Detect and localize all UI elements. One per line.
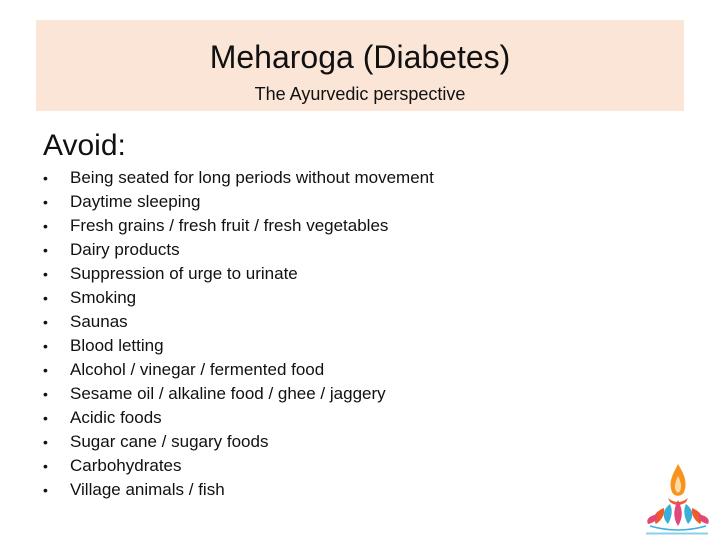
list-item-text: Fresh grains / fresh fruit / fresh vegetables <box>70 216 389 235</box>
list-item <box>43 262 434 286</box>
list-item-text: Saunas <box>70 312 128 331</box>
list-item-text: Being seated for long periods without movement <box>70 168 434 187</box>
list-item <box>43 358 434 382</box>
list-item-text: Acidic foods <box>70 408 162 427</box>
list-item <box>43 238 434 262</box>
list-item-text: Village animals / fish <box>70 480 225 499</box>
bullet-icon: • <box>43 338 48 354</box>
list-item-text: Smoking <box>70 288 137 307</box>
list-item <box>43 334 434 358</box>
list-item <box>43 286 434 310</box>
list-item <box>43 310 434 334</box>
bullet-icon: • <box>43 290 48 306</box>
bullet-icon: • <box>43 458 48 474</box>
list-item-text: Blood letting <box>70 336 164 355</box>
slide-title: Meharoga (Diabetes) <box>209 39 511 75</box>
slide-subtitle: The Ayurvedic perspective <box>254 84 466 104</box>
bullet-icon: • <box>43 314 48 330</box>
list-item <box>43 430 434 454</box>
lotus-flame-icon <box>640 462 716 538</box>
list-item-text: Alcohol / vinegar / fermented food <box>70 360 325 379</box>
bullet-icon: • <box>43 242 48 258</box>
bullet-icon: • <box>43 194 48 210</box>
list-item <box>43 454 434 478</box>
bullet-icon: • <box>43 434 48 450</box>
bullet-icon: • <box>43 362 48 378</box>
list-item <box>43 406 434 430</box>
bullet-icon: • <box>43 482 48 498</box>
list-item <box>43 190 434 214</box>
bullet-icon: • <box>43 386 48 402</box>
title-banner <box>36 20 684 111</box>
list-item <box>43 478 434 502</box>
bullet-icon: • <box>43 170 48 186</box>
logo-caption-mark <box>646 531 708 536</box>
list-item-text: Sesame oil / alkaline food / ghee / jaggery <box>70 384 386 403</box>
bullet-icon: • <box>43 218 48 234</box>
bullet-icon: • <box>43 266 48 282</box>
list-item-text: Suppression of urge to urinate <box>70 264 298 283</box>
list-item <box>43 382 434 406</box>
list-item-text: Carbohydrates <box>70 456 182 475</box>
section-heading: Avoid: <box>43 129 126 162</box>
list-item <box>43 214 434 238</box>
list-item-text: Dairy products <box>70 240 180 259</box>
list-item-text: Sugar cane / sugary foods <box>70 432 269 451</box>
list-item <box>43 166 434 190</box>
avoid-list <box>43 166 434 502</box>
list-item-text: Daytime sleeping <box>70 192 201 211</box>
bullet-icon: • <box>43 410 48 426</box>
